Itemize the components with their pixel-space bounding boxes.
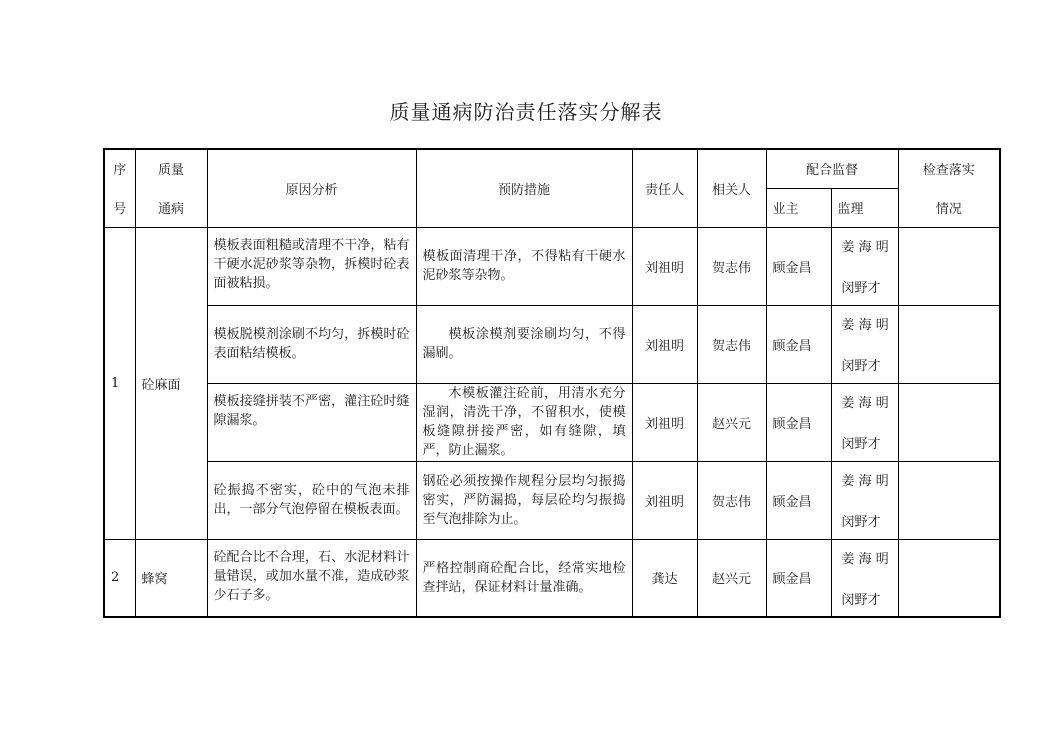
related-cell: 贺志伟 [697,305,766,383]
measure-cell: 钢砼必须按操作规程分层均匀振捣密实，严防漏捣，每层砼均匀振捣至气泡排除为止。 [416,461,632,539]
measure-cell: 严格控制商砼配合比，经常实地检查拌站，保证材料计量准确。 [416,539,632,617]
supervisor-name-2: 闵野才 [841,359,881,374]
header-row-1 [104,149,1000,188]
supervisor-name-2: 闵野才 [841,515,881,530]
responsible-cell: 刘祖明 [632,227,697,305]
measure-cell: 模板涂模剂要涂刷均匀，不得漏刷。 [416,305,632,383]
supervisor-name-1: 姜 海 明 [841,551,889,567]
cause-cell: 砼配合比不合理，石、水泥材料计量错误，或加水量不准，造成砂浆少石子多。 [207,539,416,617]
owner-cell: 顾金昌 [766,305,831,383]
header-owner: 业主 [766,188,831,227]
supervisor-cell [831,227,898,305]
owner-cell: 顾金昌 [766,539,831,617]
responsible-cell: 龚达 [632,539,697,617]
cause-cell: 模板表面粗糙或清理不干净，粘有干硬水泥砂浆等杂物，拆模时砼表面被粘损。 [207,227,416,305]
supervisor-name-1: 姜 海 明 [841,474,889,489]
supervisor-cell [831,305,898,383]
owner-cell: 顾金昌 [766,227,831,305]
header-seq-line1: 序 [113,163,127,179]
related-cell: 赵兴元 [697,383,766,461]
responsible-cell: 刘祖明 [632,461,697,539]
check-cell [898,461,1000,539]
measure-cell: 木模板灌注砼前，用清水充分湿润，清洗干净，不留积水，使模板缝隙拼接严密，如有缝隙，填严，防止漏浆。 [416,383,632,461]
row-defect: 砼麻面 [135,227,207,539]
header-seq-line2: 号 [113,202,127,218]
header-check [898,149,1000,227]
table-row [104,461,1000,539]
supervisor-cell [831,539,898,617]
supervisor-name-2: 闵野才 [841,592,881,608]
header-measure: 预防措施 [416,149,632,227]
responsibility-table [103,148,1001,618]
table-row [104,227,1000,305]
check-cell [898,227,1000,305]
cause-cell: 砼振捣不密实，砼中的气泡未排出，一部分气泡停留在模板表面。 [207,461,416,539]
supervisor-name-1: 姜 海 明 [841,240,889,255]
table-row [104,305,1000,383]
check-cell [898,539,1000,617]
check-cell [898,383,1000,461]
related-cell: 贺志伟 [697,461,766,539]
header-seq [104,149,135,227]
related-cell: 赵兴元 [697,539,766,617]
row-seq: 2 [104,539,135,617]
document-title: 质量通病防治责任落实分解表 [389,100,663,124]
supervisor-name-2: 闵野才 [841,437,881,452]
header-responsible: 责任人 [632,149,697,227]
responsible-cell: 刘祖明 [632,383,697,461]
owner-cell: 顾金昌 [766,383,831,461]
header-defect-line1: 质量 [157,163,184,179]
table-row [104,383,1000,461]
supervisor-cell [831,461,898,539]
supervisor-cell [831,383,898,461]
table-row [104,539,1000,617]
cause-cell: 模板接缝拼装不严密，灌注砼时缝隙漏浆。 [207,383,416,461]
header-supervisor: 监理 [831,188,898,227]
header-supervision: 配合监督 [766,149,898,188]
supervisor-name-1: 姜 海 明 [841,396,889,411]
header-check-line2: 情况 [935,202,962,218]
header-check-line1: 检查落实 [922,163,975,179]
row-defect: 蜂窝 [135,539,207,617]
header-cause: 原因分析 [207,149,416,227]
related-cell: 贺志伟 [697,227,766,305]
check-cell [898,305,1000,383]
header-related: 相关人 [697,149,766,227]
cause-cell: 模板脱模剂涂刷不均匀，拆模时砼表面粘结模板。 [207,305,416,383]
row-seq: 1 [104,227,135,539]
header-defect-line2: 通病 [157,202,184,218]
supervisor-name-2: 闵野才 [841,281,881,296]
supervisor-name-1: 姜 海 明 [841,318,889,333]
responsible-cell: 刘祖明 [632,305,697,383]
header-defect [135,149,207,227]
owner-cell: 顾金昌 [766,461,831,539]
measure-cell: 模板面清理干净，不得粘有干硬水泥砂浆等杂物。 [416,227,632,305]
